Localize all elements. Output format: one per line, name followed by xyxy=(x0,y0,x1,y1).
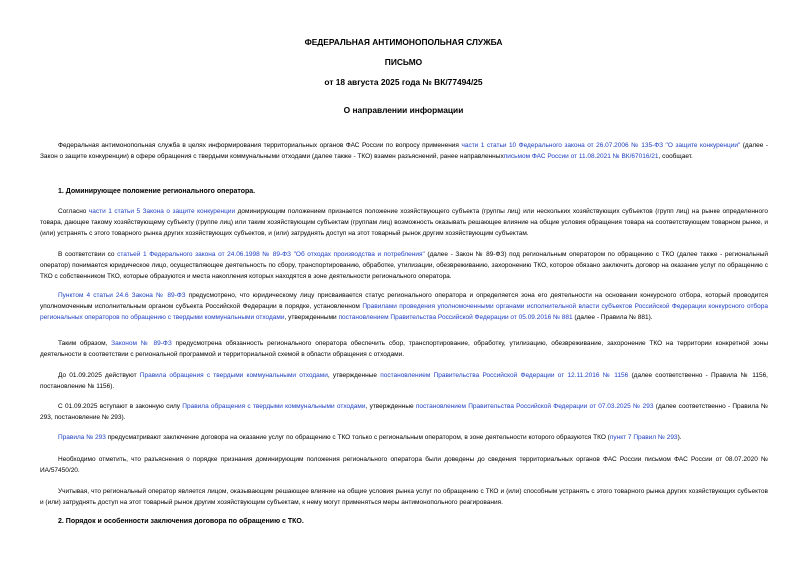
paragraph-rules-293 xyxy=(40,401,768,423)
text: До 01.09.2025 действуют xyxy=(58,372,140,379)
paragraph-intro xyxy=(40,140,768,162)
text: доминирующим положением признается положение хозяйствующего субъекта (группы лиц) или нескольких хозяйствующих субъектов (групп лиц) на рынке определенного товара, дающее такому хозяйствующему субъекту (группе лиц) или таким хозяйствующим субъектам (группам лиц) возможность оказывать решающее влияние на общие условия обращения товара на соответствующем товарном рынке, и (или) устранять с этого товарного рынка других хозяйствующих субъектов, и (или) затруднять доступ на этот товарный рынок другим хозяйствующим субъектам. xyxy=(40,208,768,237)
text: ). xyxy=(677,434,682,441)
text: В соответствии со xyxy=(58,251,118,258)
link-rules-293[interactable]: Правила № 293 xyxy=(58,434,106,441)
section-heading-2: 2. Порядок и особенности заключения договора по обращению с ТКО. xyxy=(58,518,304,525)
text: С 01.09.2025 вступают в законную силу xyxy=(58,403,183,410)
link-resolution-1156[interactable]: постановлением Правительства Российской Федерации от 12.11.2016 № 1156 xyxy=(380,372,629,379)
document-type: ПИСЬМО xyxy=(384,57,423,67)
paragraph-competitive-selection xyxy=(40,290,768,323)
agency-title: ФЕДЕРАЛЬНАЯ АНТИМОНОПОЛЬНАЯ СЛУЖБА xyxy=(304,37,503,47)
link-competition-law-art10[interactable]: части 1 статьи 10 Федерального закона от 26.07.2006 № 135-ФЗ "О защите конкуренции" xyxy=(461,142,741,149)
section-heading-1: 1. Доминирующее положение регионального оператора. xyxy=(58,188,256,195)
text: предусматривают заключение договора на оказание услуг по обращению с ТКО только с региональным оператором, в зоне деятельности которого образуются ТКО ( xyxy=(105,434,610,441)
text: , утвержденные xyxy=(365,403,416,410)
link-law-89fz-art1[interactable]: статьей 1 Федерального закона от 24.06.1998 № 89-ФЗ "Об отходах производства и потребления" xyxy=(117,251,425,258)
text: , сообщает. xyxy=(658,153,693,160)
link-rules-selection[interactable]: Правилами проведения уполномоченными органами исполнительной власти субъектов Российской Федерации конкурсного отбора региональных операторов по обращению с твердыми коммунальными отходами xyxy=(40,303,768,321)
text: , утвержденными xyxy=(284,314,339,321)
text: , утвержденные xyxy=(327,372,381,379)
link-law-89fz[interactable]: Законом № 89-ФЗ xyxy=(111,340,172,347)
text: (далее соответственно - Правила № 1156, постановление № 1156). xyxy=(40,372,768,390)
text: (далее - Правила № 881). xyxy=(572,314,653,321)
link-competition-law-art5[interactable]: части 1 статьи 5 Закона о защите конкуренции xyxy=(88,208,236,215)
text: (далее - Закон о защите конкуренции) в сфере обращения с твердыми коммунальными отходами (далее также - ТКО) взамен разъяснений, ранее направленных xyxy=(40,142,768,160)
link-rules-293-item7[interactable]: пункт 7 Правил № 293 xyxy=(609,434,678,441)
text: (далее соответственно - Правила № 293, постановление № 293). xyxy=(40,403,768,421)
paragraph-previous-explanations: Необходимо отметить, что разъяснения о порядке признания доминирующим положения регионального оператора были доведены до сведения территориальных органов ФАС России письмом ФАС России от 08.07.2020 № ИА/57450/20. xyxy=(40,456,768,474)
paragraph-dominant-position xyxy=(40,206,768,239)
link-rules-tko-1156[interactable]: Правила обращения с твердыми коммунальными отходами xyxy=(139,372,328,379)
link-fas-letter-2021[interactable]: письмом ФАС России от 11.08.2021 № ВК/67016/21 xyxy=(503,153,659,160)
document-subject: О направлении информации xyxy=(343,105,464,115)
link-rules-tko-293[interactable]: Правила обращения с твердыми коммунальными отходами xyxy=(182,403,366,410)
document-date-number: от 18 августа 2025 года № ВК/77494/25 xyxy=(324,77,483,87)
paragraph-operator-duty xyxy=(40,338,768,360)
text: Таким образом, xyxy=(58,340,112,347)
link-resolution-293[interactable]: постановлением Правительства Российской Федерации от 07.03.2025 № 293 xyxy=(415,403,654,410)
text: Федеральная антимонопольная служба в целях информирования территориальных органов ФАС России по вопросу применения xyxy=(58,142,462,149)
paragraph-regional-operator-definition xyxy=(40,249,768,282)
text: предусмотрено, что юридическому лицу присваивается статус регионального оператора и определяется зона его деятельности на основании конкурсного отбора, который проводится уполномоченным исполнительным органом субъекта Российской Федерации в порядке, установленном xyxy=(40,292,768,310)
text: предусмотрена обязанность регионального оператора обеспечить сбор, транспортирование, обработку, утилизацию, обезвреживание, захоронение ТКО на территории конкретной зоны деятельности в соответствии с региональной программой и территориальной схемой в области обращения с отходами. xyxy=(40,340,769,358)
text: Согласно xyxy=(58,208,89,215)
paragraph-antimonopoly-measures: Учитывая, что региональный оператор является лицом, оказывающим решающее влияние на общие условия рынка услуг по обращению с ТКО и (или) способным устранять с этого товарного рынка других хозяйствующих субъектов и (или) затруднять доступ на этот товарный рынок другим хозяйствующим субъектам, к нему могут применяться меры антимонопольного реагирования. xyxy=(40,488,768,506)
link-resolution-881[interactable]: постановлением Правительства Российской Федерации от 05.09.2016 № 881 xyxy=(338,314,573,321)
text: (далее - Закон № 89-ФЗ) под региональным оператором по обращению с ТКО (далее также - региональный оператор) понимается юридическое лицо, осуществляющее деятельность по сбору, транспортированию, обработке, утилизации, обезвреживанию, захоронению ТКО, которое обязано заключить договор на оказание услуг по обращению с ТКО с собственником ТКО, которые образуются и места накопления которых находятся в зоне деятельности регионального оператора. xyxy=(40,251,768,280)
link-law-89fz-art24-6[interactable]: Пунктом 4 статьи 24.6 Закона № 89-ФЗ xyxy=(58,292,186,299)
paragraph-rules-1156 xyxy=(40,370,768,392)
paragraph-contract-only-operator xyxy=(40,432,768,443)
